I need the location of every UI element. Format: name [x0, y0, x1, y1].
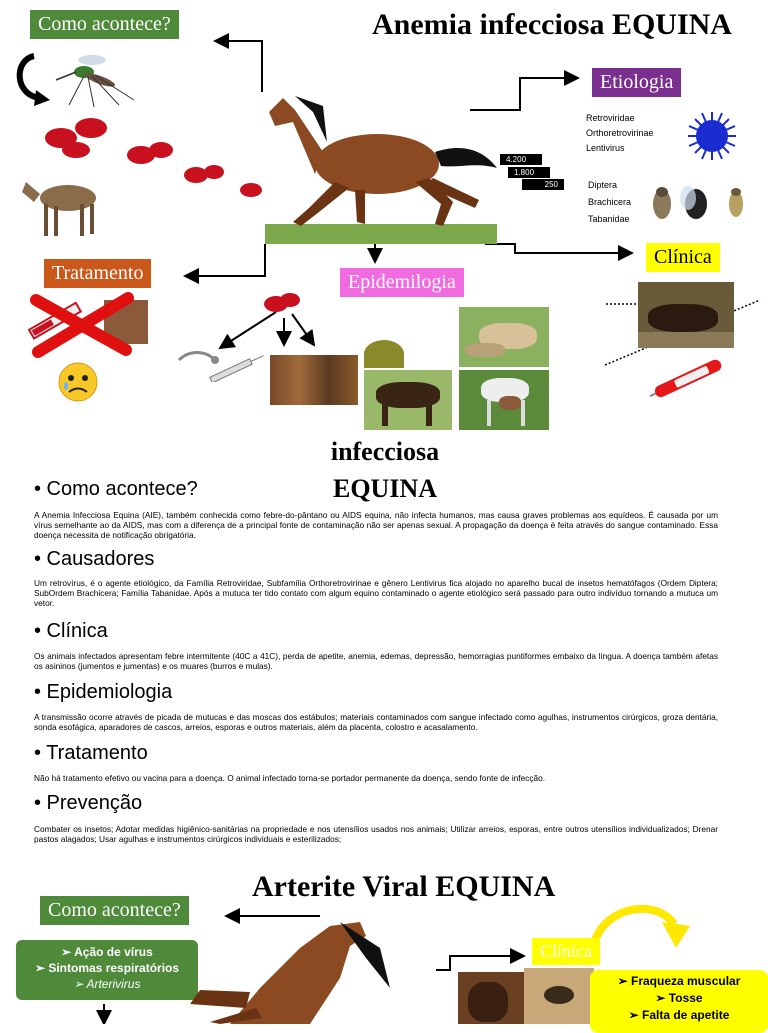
section-body: A Anemia Infecciosa Equina (AIE), também conhecida como febre-do-pântano ou AIDS equina, não infecta humanos, mas causa graves problemas aos equídeos. É causada por um vírus semelhante ao da AIDS, mas com a diferença de a principal fonte de contaminação não ser apenas sexual. A propagação da doença é feita através do sangue contaminado. Essa doença necessita de notificação obrigatória.	[34, 510, 718, 540]
label-clinical: Clínica	[532, 938, 600, 965]
section-body: Não há tratamento efetivo ou vacina para a doença. O animal infectado torna-se portador permanente da doença, sendo fonte de infecção.	[34, 773, 546, 783]
foaling-mare-photo	[459, 307, 549, 367]
section-title-line2: EQUINA	[332, 474, 437, 503]
sick-horse-photo	[20, 168, 106, 240]
list-item: ➢ Tosse	[655, 991, 703, 1005]
section-heading: • Prevenção	[34, 792, 143, 814]
taxonomy-item: Diptera	[588, 180, 618, 190]
list-item: ➢ Sintomas respiratórios	[34, 961, 180, 975]
section-heading: • Clínica	[34, 620, 108, 642]
label-how-it-happens: Como acontece?	[40, 896, 189, 925]
taxonomy-item: Brachicera	[588, 197, 632, 207]
count-badge: 4.200	[500, 154, 542, 165]
section-title-line1: infecciosa	[330, 437, 440, 466]
taxonomy-item: Orthoretrovirinae	[586, 128, 654, 138]
sad-face-icon	[59, 363, 97, 401]
mosquito-icon	[56, 55, 134, 107]
count-badge: 250	[522, 179, 564, 190]
flies-illustration	[646, 180, 750, 224]
label-treatment: Tratamento	[44, 259, 151, 288]
grooming-tool-photo	[364, 340, 404, 368]
blood-cell-icon	[262, 290, 302, 316]
count-badge: 1.800	[508, 167, 550, 178]
horse-head-photo	[458, 972, 524, 1024]
section-heading: • Tratamento	[34, 742, 148, 764]
fly-icon	[653, 187, 671, 219]
list-item: ➢ Ação de vírus	[61, 945, 153, 959]
horse-eye-photo	[524, 968, 594, 1024]
treatment-illustration	[18, 290, 152, 402]
taxonomy-item: Retroviridae	[586, 113, 635, 123]
section-heading: • Epidemiologia	[34, 681, 173, 703]
thermometer-icon	[646, 356, 732, 400]
section-heading: • Como acontece?	[34, 478, 198, 500]
etiology-taxonomy-list	[586, 111, 654, 156]
virus-icon	[686, 110, 738, 162]
spur-and-syringe-illustration	[175, 342, 270, 382]
saddles-photo	[270, 355, 358, 405]
mosquito-cycle-illustration	[14, 50, 139, 110]
label-epidemiology: Epidemilogia	[340, 268, 464, 297]
section-body: A transmissão ocorre através de picada de mutucas e das moscas dos estábulos; materiais contaminados com sangue infectado como agulhas, instrumentos cirúrgicos, groza dentária, sonda esofágica, aparadores de cascos, arreios, esporas e outros materiais, além da placenta, colostro e acasalamento.	[34, 712, 718, 732]
list-item: ➢ Fraqueza muscular	[617, 974, 741, 988]
vector-taxonomy-list	[588, 177, 631, 228]
section-body: Combater os insetos; Adotar medidas higiênico-sanitárias na propriedade e nos utensílios usados nos animais; Utilizar arreios, esporas, entre outros utensílios individualizados; Drenar pastos alagados; Usar agulhas e instrumentos cirúrgicos individuais e esterilizados;	[34, 824, 718, 844]
page-title: Anemia infecciosa EQUINA	[372, 8, 732, 41]
page2-title: Arterite Viral EQUINA	[252, 870, 556, 903]
fallen-horse-photo	[638, 282, 734, 348]
taxonomy-item: Lentivirus	[586, 143, 625, 153]
taxonomy-item: Tabanidae	[588, 214, 630, 224]
rearing-horse-photo	[190, 918, 450, 1024]
list-item: ➢ Falta de apetite	[628, 1008, 730, 1022]
label-etiology: Etiologia	[592, 68, 681, 97]
main-horse-photo	[265, 82, 497, 244]
list-item: ➢ Arterivirus	[73, 977, 141, 991]
label-clinical: Clínica	[646, 243, 720, 272]
section-body: Os animais infectados apresentam febre intermitente (40C a 41C), perda de apetite, anemia, edemas, depressão, hemorragias puntiformes embaixo da língua. A doença também afetas os asininos (jumentos e jumentas) e os muares (burros e mulas).	[34, 651, 718, 671]
label-how-it-happens: Como acontece?	[30, 10, 179, 39]
grazing-horse-photo	[364, 370, 452, 430]
mare-and-foal-photo	[459, 370, 549, 430]
section-body: Um retrovírus, é o agente etiológico, da Família Retroviridae, Subfamília Orthoretrovirinae e gênero Lentivirus fica alojado no aparelho bucal de insetos hematófagos (Ordem Diptera; SubOrdem Brachicera; Família Tabanidae. Após a mutuca ter tido contato com algum equino contaminado o agente etiológico será passado para outro indivíduo tornando a mutuca um vetor.	[34, 578, 718, 608]
section-heading: • Causadores	[34, 548, 155, 570]
